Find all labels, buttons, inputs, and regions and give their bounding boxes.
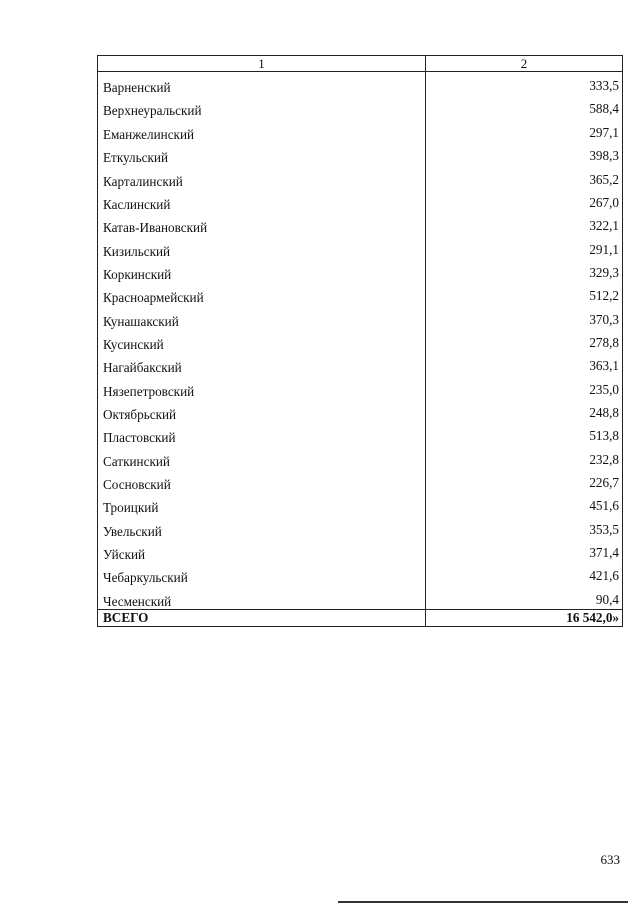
table-row [98,446,623,469]
page-number: 633 [600,852,620,867]
district-name-cell: Увельский [98,516,426,539]
table-row [98,422,623,445]
district-value-cell: 329,3 [426,259,623,282]
table-row [98,142,623,165]
column-header-1: 1 [98,56,426,72]
district-value-cell: 512,2 [426,282,623,305]
table-row [98,95,623,118]
district-value-cell: 421,6 [426,562,623,585]
table-row [98,72,623,96]
district-value-cell: 370,3 [426,305,623,328]
district-name-cell: Еманжелинский [98,119,426,142]
district-value-cell: 248,8 [426,399,623,422]
district-name-cell: Варненский [98,72,426,96]
district-name-cell: Кизильский [98,235,426,258]
table-row [98,212,623,235]
district-value-cell: 90,4 [426,586,623,610]
district-name-cell: Пластовский [98,422,426,445]
district-value-cell: 278,8 [426,329,623,352]
table-row [98,586,623,610]
district-value-cell: 363,1 [426,352,623,375]
district-name-cell: Кусинский [98,329,426,352]
district-name-cell: Октябрьский [98,399,426,422]
district-value-cell: 365,2 [426,165,623,188]
district-value-cell: 371,4 [426,539,623,562]
table-row [98,235,623,258]
table-row [98,352,623,375]
table-row [98,189,623,212]
table-row [98,165,623,188]
table-row [98,492,623,515]
district-name-cell: Чесменский [98,586,426,610]
district-name-cell: Нагайбакский [98,352,426,375]
table-row [98,119,623,142]
header-row [98,56,623,72]
table-row [98,259,623,282]
bottom-rule [338,901,628,903]
total-label: ВСЕГО [98,609,426,626]
district-name-cell: Троицкий [98,492,426,515]
table-row [98,562,623,585]
district-name-cell: Карталинский [98,165,426,188]
district-name-cell: Катав-Ивановский [98,212,426,235]
table-row [98,539,623,562]
district-value-cell: 513,8 [426,422,623,445]
district-value-cell: 232,8 [426,446,623,469]
table-row [98,282,623,305]
district-value-cell: 588,4 [426,95,623,118]
table-body [98,72,623,627]
table-row [98,329,623,352]
district-value-cell: 235,0 [426,375,623,398]
table-row [98,305,623,328]
district-name-cell: Верхнеуральский [98,95,426,118]
district-value-cell: 297,1 [426,119,623,142]
district-value-cell: 267,0 [426,189,623,212]
district-value-cell: 353,5 [426,516,623,539]
district-name-cell: Красноармейский [98,282,426,305]
table-row [98,469,623,492]
district-value-cell: 451,6 [426,492,623,515]
district-name-cell: Кунашакский [98,305,426,328]
table-row [98,516,623,539]
table-header [98,56,623,72]
total-row [98,609,623,626]
district-name-cell: Еткульский [98,142,426,165]
district-value-cell: 333,5 [426,72,623,96]
district-name-cell: Уйский [98,539,426,562]
district-value-cell: 226,7 [426,469,623,492]
district-value-cell: 398,3 [426,142,623,165]
column-header-2: 2 [426,56,623,72]
district-name-cell: Нязепетровский [98,375,426,398]
table-row [98,375,623,398]
district-name-cell: Саткинский [98,446,426,469]
table-row [98,399,623,422]
district-name-cell: Чебаркульский [98,562,426,585]
district-value-cell: 322,1 [426,212,623,235]
district-name-cell: Коркинский [98,259,426,282]
district-name-cell: Сосновский [98,469,426,492]
district-name-cell: Каслинский [98,189,426,212]
district-value-cell: 291,1 [426,235,623,258]
total-value: 16 542,0» [426,609,623,626]
district-table [97,55,623,627]
